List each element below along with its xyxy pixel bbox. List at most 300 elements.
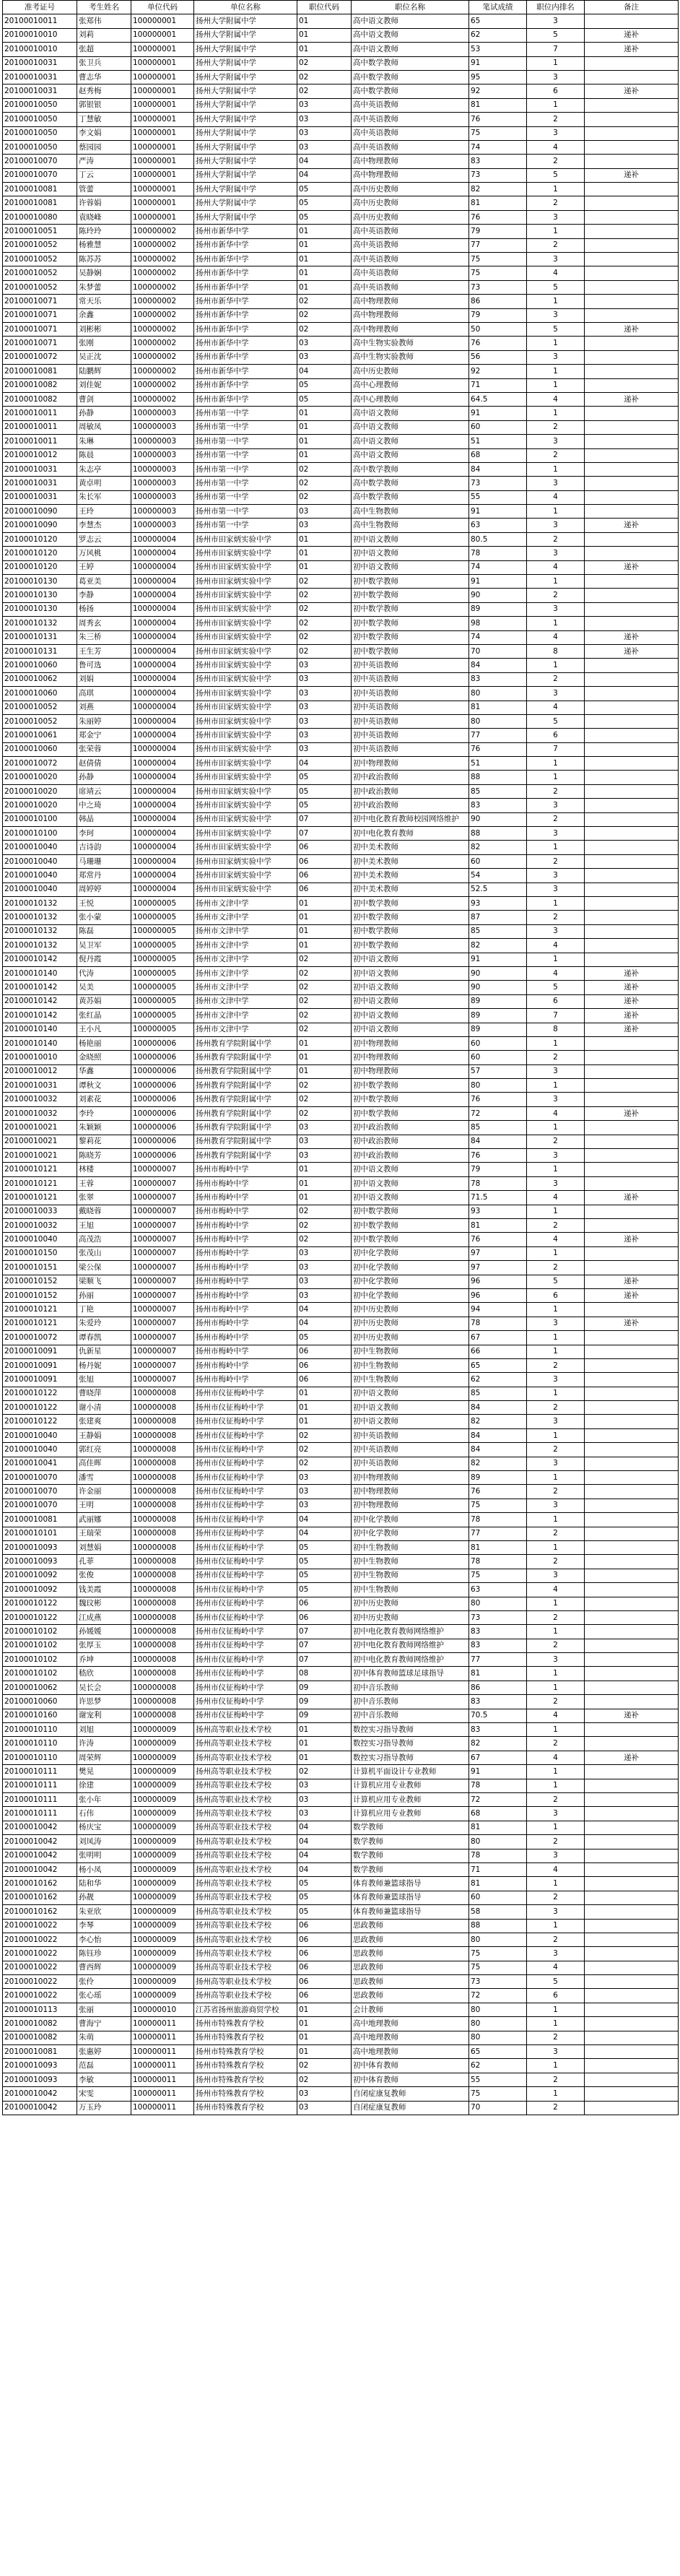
cell-post-name: 初中历史教师 (352, 1610, 469, 1624)
cell-rank: 6 (527, 1989, 585, 2003)
cell-rank: 2 (527, 1793, 585, 1807)
cell-name: 赵倩倩 (77, 757, 131, 771)
cell-name: 梁公保 (77, 1261, 131, 1275)
table-row (3, 1583, 679, 1597)
cell-name: 丁云 (77, 168, 131, 182)
table-row (3, 547, 679, 560)
cell-note (585, 1737, 679, 1751)
cell-note: 递补 (585, 1106, 679, 1120)
cell-unit-name: 扬州市仪征梅岭中学 (194, 1681, 297, 1694)
cell-unit-code: 100000007 (131, 1358, 194, 1372)
cell-unit-name: 扬州高等职业技术学校 (194, 1765, 297, 1779)
cell-post-code: 03 (297, 1779, 352, 1792)
cell-unit-code: 100000003 (131, 407, 194, 420)
cell-exam-id: 20100010130 (3, 602, 77, 616)
cell-score: 75 (469, 1961, 527, 1974)
cell-unit-name: 扬州市第一中学 (194, 477, 297, 490)
cell-post-code: 05 (297, 392, 352, 406)
cell-rank: 1 (527, 183, 585, 196)
cell-name: 中之琦 (77, 799, 131, 812)
cell-exam-id: 20100010042 (3, 2101, 77, 2115)
cell-score: 81 (469, 1540, 527, 1554)
cell-rank: 4 (527, 490, 585, 504)
cell-unit-name: 扬州市田家炳实验中学 (194, 672, 297, 686)
cell-name: 万玉玲 (77, 2101, 131, 2115)
cell-unit-code: 100000002 (131, 350, 194, 364)
header-unit-code: 单位代码 (131, 1, 194, 14)
cell-note (585, 602, 679, 616)
cell-score: 83 (469, 1695, 527, 1709)
cell-name: 陆和华 (77, 1877, 131, 1891)
cell-post-code: 01 (297, 2031, 352, 2044)
table-row (3, 253, 679, 266)
cell-post-code: 02 (297, 1233, 352, 1246)
cell-post-code: 05 (297, 183, 352, 196)
cell-post-code: 01 (297, 435, 352, 448)
cell-note (585, 420, 679, 434)
cell-score: 80 (469, 2017, 527, 2031)
cell-unit-name: 扬州市仪征梅岭中学 (194, 1415, 297, 1428)
cell-note (585, 1625, 679, 1639)
cell-post-code: 04 (297, 365, 352, 378)
cell-post-name: 高中数学教师 (352, 84, 469, 98)
cell-note (585, 1695, 679, 1709)
cell-exam-id: 20100010031 (3, 84, 77, 98)
cell-post-name: 初中化学教师 (352, 1288, 469, 1302)
table-row (3, 1009, 679, 1023)
cell-exam-id: 20100010041 (3, 1457, 77, 1470)
cell-post-name: 高中英语教师 (352, 225, 469, 238)
cell-exam-id: 20100010090 (3, 519, 77, 532)
cell-unit-code: 100000009 (131, 1933, 194, 1946)
table-row (3, 617, 679, 630)
cell-post-code: 01 (297, 1387, 352, 1400)
table-row (3, 2045, 679, 2059)
cell-exam-id: 20100010071 (3, 295, 77, 308)
cell-score: 82 (469, 841, 527, 854)
cell-name: 朱三桥 (77, 630, 131, 644)
cell-exam-id: 20100010102 (3, 1639, 77, 1652)
cell-rank: 4 (527, 140, 585, 154)
cell-rank: 2 (527, 1695, 585, 1709)
cell-unit-code: 100000005 (131, 939, 194, 953)
cell-post-code: 03 (297, 1275, 352, 1288)
cell-exam-id: 20100010121 (3, 1163, 77, 1176)
cell-post-code: 02 (297, 981, 352, 994)
cell-unit-name: 扬州市第一中学 (194, 435, 297, 448)
cell-score: 83 (469, 672, 527, 686)
cell-unit-name: 扬州大学附属中学 (194, 155, 297, 168)
cell-rank: 1 (527, 1667, 585, 1681)
cell-note: 递补 (585, 981, 679, 994)
cell-note (585, 714, 679, 728)
cell-unit-code: 100000008 (131, 1653, 194, 1667)
cell-exam-id: 20100010050 (3, 126, 77, 140)
cell-unit-code: 100000002 (131, 280, 194, 294)
table-row (3, 56, 679, 70)
cell-post-code: 01 (297, 43, 352, 56)
cell-post-name: 高中物理教师 (352, 168, 469, 182)
cell-score: 85 (469, 924, 527, 938)
cell-score: 76 (469, 742, 527, 756)
cell-score: 80 (469, 1835, 527, 1849)
cell-unit-code: 100000008 (131, 1597, 194, 1610)
cell-post-name: 初中数学教师 (352, 1093, 469, 1106)
table-row (3, 1079, 679, 1093)
cell-post-code: 01 (297, 420, 352, 434)
cell-unit-code: 100000006 (131, 1036, 194, 1050)
cell-post-name: 高中数学教师 (352, 70, 469, 84)
cell-unit-name: 扬州市梅岭中学 (194, 1317, 297, 1330)
cell-score: 85 (469, 784, 527, 798)
cell-exam-id: 20100010110 (3, 1737, 77, 1751)
cell-name: 郭红亮 (77, 1443, 131, 1457)
table-row (3, 1303, 679, 1317)
cell-post-code: 03 (297, 1793, 352, 1807)
cell-name: 徐建 (77, 1779, 131, 1792)
cell-post-code: 05 (297, 1555, 352, 1569)
cell-score: 84 (469, 1443, 527, 1457)
cell-unit-code: 100000004 (131, 617, 194, 630)
table-row (3, 2003, 679, 2016)
cell-rank: 2 (527, 420, 585, 434)
cell-exam-id: 20100010093 (3, 1555, 77, 1569)
cell-name: 谢小清 (77, 1401, 131, 1415)
cell-post-name: 初中数学教师 (352, 589, 469, 602)
cell-note (585, 308, 679, 322)
cell-note (585, 911, 679, 924)
cell-rank: 1 (527, 1205, 585, 1218)
cell-rank: 1 (527, 462, 585, 476)
cell-unit-code: 100000007 (131, 1331, 194, 1345)
cell-unit-name: 扬州市仪征梅岭中学 (194, 1555, 297, 1569)
cell-exam-id: 20100010070 (3, 168, 77, 182)
cell-unit-name: 扬州市仪征梅岭中学 (194, 1610, 297, 1624)
cell-post-name: 计算机应用专业教师 (352, 1793, 469, 1807)
cell-note: 递补 (585, 644, 679, 658)
cell-rank: 1 (527, 771, 585, 784)
cell-score: 73 (469, 1610, 527, 1624)
table-row (3, 2073, 679, 2086)
cell-post-name: 高中语文教师 (352, 407, 469, 420)
cell-score: 81 (469, 1877, 527, 1891)
cell-post-code: 02 (297, 70, 352, 84)
cell-unit-name: 扬州市文津中学 (194, 911, 297, 924)
table-row (3, 1149, 679, 1163)
cell-note (585, 2003, 679, 2016)
cell-exam-id: 20100010081 (3, 2045, 77, 2059)
cell-unit-code: 100000001 (131, 28, 194, 42)
cell-unit-code: 100000002 (131, 337, 194, 350)
cell-unit-name: 扬州市田家炳实验中学 (194, 701, 297, 714)
cell-score: 80 (469, 687, 527, 701)
cell-post-name: 初中音乐教师 (352, 1709, 469, 1722)
cell-post-code: 03 (297, 1261, 352, 1275)
cell-exam-id: 20100010130 (3, 575, 77, 589)
table-row (3, 295, 679, 308)
cell-unit-name: 扬州市田家炳实验中学 (194, 617, 297, 630)
cell-post-code: 02 (297, 1765, 352, 1779)
cell-post-name: 自闭症康复教师 (352, 2087, 469, 2101)
cell-unit-code: 100000009 (131, 1793, 194, 1807)
cell-note (585, 1667, 679, 1681)
table-row (3, 672, 679, 686)
cell-unit-code: 100000008 (131, 1485, 194, 1499)
cell-name: 张超 (77, 43, 131, 56)
cell-name: 仇新星 (77, 1345, 131, 1358)
cell-unit-name: 扬州市梅岭中学 (194, 1373, 297, 1387)
cell-note (585, 1401, 679, 1415)
cell-exam-id: 20100010120 (3, 547, 77, 560)
cell-exam-id: 20100010040 (3, 1233, 77, 1246)
cell-name: 张厚玉 (77, 1639, 131, 1652)
cell-rank: 5 (527, 1275, 585, 1288)
cell-rank: 1 (527, 1821, 585, 1834)
cell-score: 84 (469, 462, 527, 476)
cell-note (585, 1975, 679, 1989)
cell-name: 曹志华 (77, 70, 131, 84)
cell-exam-id: 20100010071 (3, 337, 77, 350)
cell-unit-code: 100000005 (131, 1023, 194, 1036)
cell-rank: 1 (527, 505, 585, 519)
cell-post-name: 高中历史教师 (352, 196, 469, 210)
cell-note (585, 1961, 679, 1974)
cell-rank: 1 (527, 378, 585, 392)
table-row (3, 1218, 679, 1232)
cell-unit-code: 100000004 (131, 575, 194, 589)
table-row (3, 1261, 679, 1275)
cell-post-name: 初中生物教师 (352, 1345, 469, 1358)
cell-unit-name: 扬州高等职业技术学校 (194, 1862, 297, 1876)
table-row (3, 280, 679, 294)
cell-note (585, 1862, 679, 1876)
cell-unit-name: 扬州市田家炳实验中学 (194, 630, 297, 644)
cell-rank: 8 (527, 1023, 585, 1036)
cell-note (585, 98, 679, 112)
cell-exam-id: 20100010132 (3, 911, 77, 924)
cell-exam-id: 20100010091 (3, 1373, 77, 1387)
table-row (3, 2031, 679, 2044)
cell-unit-code: 100000002 (131, 308, 194, 322)
cell-exam-id: 20100010042 (3, 1849, 77, 1862)
cell-unit-code: 100000002 (131, 322, 194, 336)
cell-rank: 2 (527, 238, 585, 252)
cell-note: 递补 (585, 168, 679, 182)
cell-note (585, 1821, 679, 1834)
cell-name: 乔坤 (77, 1653, 131, 1667)
cell-unit-code: 100000006 (131, 1051, 194, 1064)
cell-post-code: 01 (297, 2017, 352, 2031)
cell-name: 石伟 (77, 1807, 131, 1821)
cell-note (585, 155, 679, 168)
cell-post-code: 01 (297, 1723, 352, 1737)
cell-unit-name: 扬州市田家炳实验中学 (194, 687, 297, 701)
cell-unit-code: 100000008 (131, 1695, 194, 1709)
cell-rank: 2 (527, 672, 585, 686)
table-row (3, 1513, 679, 1527)
cell-score: 75 (469, 2087, 527, 2101)
cell-score: 90 (469, 812, 527, 826)
cell-post-name: 初中语文教师 (352, 953, 469, 966)
cell-exam-id: 20100010092 (3, 1583, 77, 1597)
cell-exam-id: 20100010022 (3, 1947, 77, 1961)
cell-note: 递补 (585, 1317, 679, 1330)
cell-exam-id: 20100010021 (3, 1121, 77, 1135)
cell-name: 杨艳丽 (77, 1036, 131, 1050)
table-row (3, 126, 679, 140)
cell-post-name: 初中英语教师 (352, 742, 469, 756)
cell-unit-name: 扬州高等职业技术学校 (194, 1989, 297, 2003)
cell-rank: 1 (527, 841, 585, 854)
cell-exam-id: 20100010121 (3, 1176, 77, 1190)
cell-post-code: 06 (297, 1610, 352, 1624)
cell-post-name: 初中体育教师篮球足球指导 (352, 1667, 469, 1681)
cell-name: 张丽 (77, 2003, 131, 2016)
table-row (3, 1428, 679, 1442)
cell-post-name: 初中语文教师 (352, 994, 469, 1008)
cell-post-code: 01 (297, 1401, 352, 1415)
cell-post-code: 02 (297, 1106, 352, 1120)
cell-unit-name: 扬州市梅岭中学 (194, 1358, 297, 1372)
cell-note: 递补 (585, 322, 679, 336)
cell-post-name: 高中语文教师 (352, 420, 469, 434)
cell-rank: 1 (527, 1513, 585, 1527)
cell-name: 刘娟 (77, 672, 131, 686)
header-post-name: 职位名称 (352, 1, 469, 14)
table-row (3, 1989, 679, 2003)
cell-exam-id: 20100010042 (3, 1821, 77, 1834)
cell-score: 75 (469, 253, 527, 266)
cell-note (585, 1331, 679, 1345)
table-row (3, 1471, 679, 1485)
cell-exam-id: 20100010113 (3, 2003, 77, 2016)
cell-note (585, 462, 679, 476)
cell-unit-code: 100000008 (131, 1457, 194, 1470)
cell-note (585, 742, 679, 756)
cell-score: 90 (469, 966, 527, 980)
cell-post-code: 05 (297, 1540, 352, 1554)
cell-score: 77 (469, 729, 527, 742)
table-row (3, 1373, 679, 1387)
cell-note: 递补 (585, 392, 679, 406)
cell-unit-code: 100000006 (131, 1135, 194, 1148)
cell-post-name: 高中语文教师 (352, 28, 469, 42)
cell-unit-name: 扬州市文津中学 (194, 953, 297, 966)
cell-unit-name: 扬州市田家炳实验中学 (194, 644, 297, 658)
cell-post-name: 高中英语教师 (352, 266, 469, 280)
cell-name: 李文娟 (77, 126, 131, 140)
cell-rank: 1 (527, 407, 585, 420)
cell-unit-code: 100000004 (131, 547, 194, 560)
cell-unit-name: 扬州市新华中学 (194, 350, 297, 364)
table-row (3, 1443, 679, 1457)
cell-rank: 4 (527, 1233, 585, 1246)
cell-name: 朱丽婷 (77, 714, 131, 728)
cell-exam-id: 20100010092 (3, 1569, 77, 1582)
cell-rank: 4 (527, 630, 585, 644)
table-row (3, 729, 679, 742)
cell-name: 杨庆宝 (77, 1821, 131, 1834)
cell-score: 81 (469, 196, 527, 210)
cell-exam-id: 20100010132 (3, 924, 77, 938)
cell-unit-name: 扬州市第一中学 (194, 490, 297, 504)
cell-note (585, 1499, 679, 1512)
cell-rank: 3 (527, 1149, 585, 1163)
table-row (3, 2101, 679, 2115)
cell-name: 王婷 (77, 560, 131, 574)
cell-post-name: 初中化学教师 (352, 1261, 469, 1275)
cell-exam-id: 20100010150 (3, 1246, 77, 1260)
cell-post-name: 高中英语教师 (352, 238, 469, 252)
cell-post-name: 初中语文教师 (352, 1401, 469, 1415)
cell-unit-code: 100000004 (131, 854, 194, 868)
cell-post-code: 04 (297, 155, 352, 168)
cell-unit-name: 扬州市仪征梅岭中学 (194, 1527, 297, 1540)
cell-unit-name: 扬州市田家炳实验中学 (194, 854, 297, 868)
cell-name: 樊晃 (77, 1765, 131, 1779)
cell-exam-id: 20100010082 (3, 2017, 77, 2031)
cell-note (585, 350, 679, 364)
cell-rank: 3 (527, 210, 585, 224)
cell-post-name: 初中数学教师 (352, 602, 469, 616)
cell-unit-name: 扬州市新华中学 (194, 295, 297, 308)
cell-note (585, 2017, 679, 2031)
cell-score: 68 (469, 448, 527, 462)
cell-rank: 3 (527, 350, 585, 364)
cell-exam-id: 20100010142 (3, 1009, 77, 1023)
cell-post-name: 思政教师 (352, 1919, 469, 1933)
cell-unit-name: 扬州教育学院附属中学 (194, 1064, 297, 1078)
cell-post-name: 初中数学教师 (352, 911, 469, 924)
cell-exam-id: 20100010132 (3, 617, 77, 630)
cell-post-code: 03 (297, 519, 352, 532)
cell-exam-id: 20100010111 (3, 1765, 77, 1779)
cell-note (585, 1989, 679, 2003)
cell-post-code: 09 (297, 1709, 352, 1722)
cell-name: 黎莉花 (77, 1135, 131, 1148)
cell-rank: 3 (527, 869, 585, 882)
cell-score: 78 (469, 1849, 527, 1862)
cell-post-name: 初中体育教师 (352, 2073, 469, 2086)
cell-name: 朱亚欣 (77, 1905, 131, 1919)
cell-post-name: 初中电化教育教师网络维护 (352, 1639, 469, 1652)
cell-note (585, 2087, 679, 2101)
header-row (3, 1, 679, 14)
cell-post-name: 初中生物教师 (352, 1583, 469, 1597)
cell-unit-code: 100000007 (131, 1191, 194, 1205)
cell-name: 李心怡 (77, 1933, 131, 1946)
cell-post-name: 高中生物教师 (352, 505, 469, 519)
cell-rank: 1 (527, 659, 585, 672)
cell-post-name: 高中心理教师 (352, 378, 469, 392)
cell-name: 张伶 (77, 1975, 131, 1989)
cell-post-code: 06 (297, 1933, 352, 1946)
table-row (3, 14, 679, 28)
cell-rank: 1 (527, 897, 585, 911)
cell-exam-id: 20100010110 (3, 1751, 77, 1764)
cell-unit-code: 100000004 (131, 589, 194, 602)
cell-name: 郭银银 (77, 98, 131, 112)
cell-note (585, 1597, 679, 1610)
cell-post-code: 02 (297, 308, 352, 322)
cell-unit-name: 扬州大学附属中学 (194, 56, 297, 70)
cell-unit-code: 100000011 (131, 2087, 194, 2101)
cell-name: 王蓉 (77, 1176, 131, 1190)
cell-post-code: 06 (297, 1345, 352, 1358)
cell-note (585, 365, 679, 378)
cell-post-code: 04 (297, 1317, 352, 1330)
table-row (3, 519, 679, 532)
